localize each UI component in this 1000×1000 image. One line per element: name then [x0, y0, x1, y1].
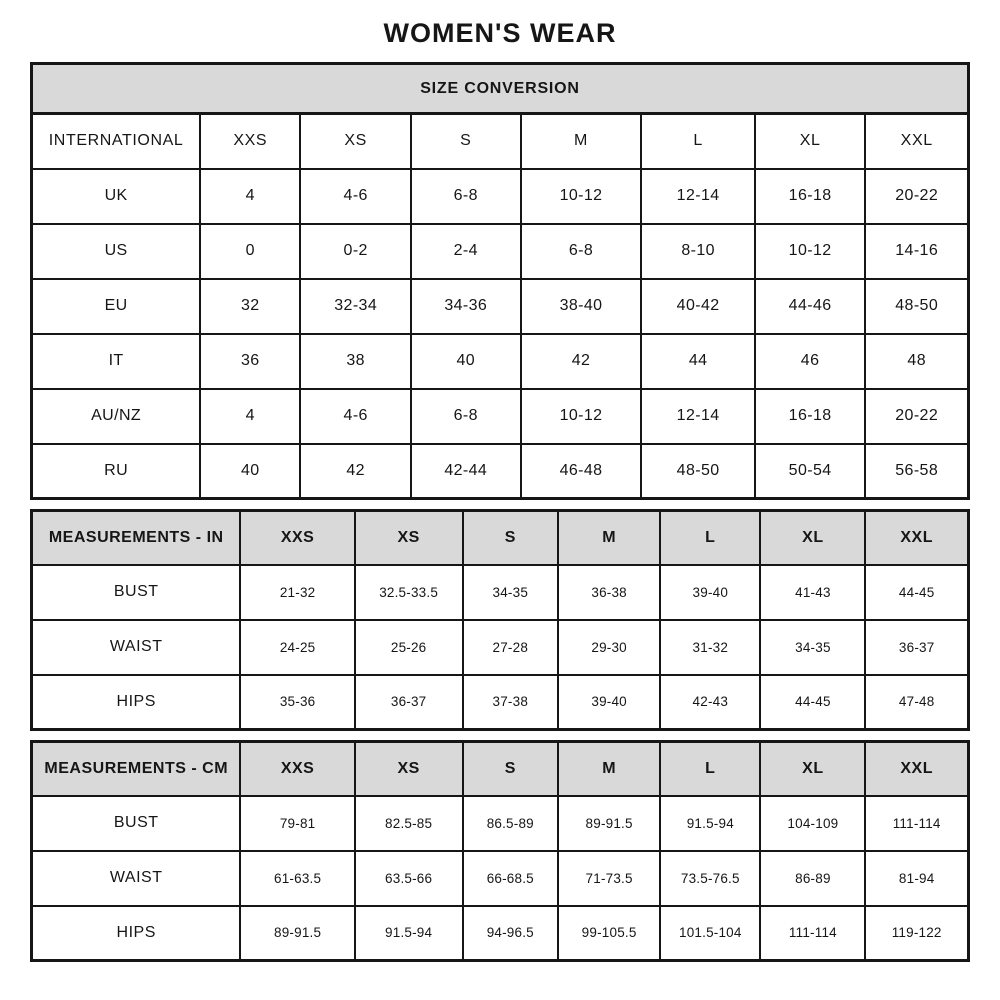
measurements-in-value-bust-s: 34-35	[463, 565, 559, 620]
measurements-cm-value-bust-xs: 82.5-85	[355, 796, 463, 851]
measurements-cm-column-s: S	[463, 742, 559, 796]
measurements-cm-column-xxs: XXS	[240, 742, 354, 796]
measurements-cm-row-bust	[32, 796, 969, 851]
measurements-cm-value-hips-l: 101.5-104	[660, 906, 760, 961]
region-label-us: US	[32, 224, 201, 279]
size-value-it-xxl: 48	[865, 334, 968, 389]
measurements-in-row-bust	[32, 565, 969, 620]
column-header-s: S	[411, 114, 521, 169]
measurements-in-column-m: M	[558, 511, 660, 565]
size-conversion-columns-row	[32, 114, 969, 169]
size-value-uk-l: 12-14	[641, 169, 754, 224]
measurements-cm-value-waist-l: 73.5-76.5	[660, 851, 760, 906]
measurements-in-body	[32, 565, 969, 730]
size-row-ru	[32, 444, 969, 499]
size-row-us	[32, 224, 969, 279]
size-value-it-s: 40	[411, 334, 521, 389]
size-value-uk-m: 10-12	[521, 169, 642, 224]
size-conversion-title: SIZE CONVERSION	[32, 64, 969, 114]
page-title: WOMEN'S WEAR	[383, 18, 617, 48]
measurements-cm-value-hips-xl: 111-114	[760, 906, 865, 961]
measurements-in-value-hips-xxl: 47-48	[865, 675, 968, 730]
measurements-cm-column-xl: XL	[760, 742, 865, 796]
measurements-cm-value-hips-s: 94-96.5	[463, 906, 559, 961]
size-value-uk-xxl: 20-22	[865, 169, 968, 224]
region-label-ru: RU	[32, 444, 201, 499]
measurements-cm-column-m: M	[558, 742, 660, 796]
size-value-us-xs: 0-2	[300, 224, 411, 279]
measurements-cm-row-waist	[32, 851, 969, 906]
measurements-cm-body	[32, 796, 969, 961]
measurements-in-table	[30, 509, 970, 731]
measurements-in-value-bust-xl: 41-43	[760, 565, 865, 620]
size-value-eu-l: 40-42	[641, 279, 754, 334]
measurements-in-value-bust-xxl: 44-45	[865, 565, 968, 620]
measurements-in-value-waist-xxl: 36-37	[865, 620, 968, 675]
measurements-in-label-waist: WAIST	[32, 620, 241, 675]
measurements-cm-value-hips-m: 99-105.5	[558, 906, 660, 961]
region-label-uk: UK	[32, 169, 201, 224]
measurements-in-column-xs: XS	[355, 511, 463, 565]
measurements-cm-row-hips	[32, 906, 969, 961]
column-header-m: M	[521, 114, 642, 169]
measurements-in-value-waist-xxs: 24-25	[240, 620, 354, 675]
measurements-in-value-bust-l: 39-40	[660, 565, 760, 620]
measurements-in-value-hips-m: 39-40	[558, 675, 660, 730]
column-header-international: INTERNATIONAL	[32, 114, 201, 169]
size-value-uk-xxs: 4	[200, 169, 300, 224]
column-header-l: L	[641, 114, 754, 169]
measurements-cm-title: MEASUREMENTS - CM	[32, 742, 241, 796]
size-value-us-xxl: 14-16	[865, 224, 968, 279]
measurements-cm-value-bust-m: 89-91.5	[558, 796, 660, 851]
measurements-in-column-s: S	[463, 511, 559, 565]
measurements-cm-value-bust-l: 91.5-94	[660, 796, 760, 851]
measurements-cm-value-waist-m: 71-73.5	[558, 851, 660, 906]
measurements-cm-value-bust-s: 86.5-89	[463, 796, 559, 851]
measurements-cm-value-bust-xl: 104-109	[760, 796, 865, 851]
size-value-ru-m: 46-48	[521, 444, 642, 499]
measurements-in-row-waist	[32, 620, 969, 675]
size-value-au-nz-l: 12-14	[641, 389, 754, 444]
measurements-cm-value-waist-xs: 63.5-66	[355, 851, 463, 906]
measurements-in-value-waist-s: 27-28	[463, 620, 559, 675]
measurements-cm-value-waist-xxl: 81-94	[865, 851, 968, 906]
size-value-it-xs: 38	[300, 334, 411, 389]
measurements-cm-label-bust: BUST	[32, 796, 241, 851]
measurements-cm-value-waist-s: 66-68.5	[463, 851, 559, 906]
size-row-it	[32, 334, 969, 389]
size-value-us-m: 6-8	[521, 224, 642, 279]
measurements-in-value-waist-xl: 34-35	[760, 620, 865, 675]
measurements-in-column-xl: XL	[760, 511, 865, 565]
size-value-ru-xxs: 40	[200, 444, 300, 499]
size-value-us-xl: 10-12	[755, 224, 866, 279]
measurements-in-row-hips	[32, 675, 969, 730]
size-value-eu-xl: 44-46	[755, 279, 866, 334]
size-value-au-nz-xs: 4-6	[300, 389, 411, 444]
size-row-eu	[32, 279, 969, 334]
measurements-in-column-xxl: XXL	[865, 511, 968, 565]
size-value-uk-s: 6-8	[411, 169, 521, 224]
size-value-au-nz-s: 6-8	[411, 389, 521, 444]
size-value-eu-xxl: 48-50	[865, 279, 968, 334]
size-value-au-nz-xxs: 4	[200, 389, 300, 444]
column-header-xxs: XXS	[200, 114, 300, 169]
measurements-in-value-bust-xs: 32.5-33.5	[355, 565, 463, 620]
measurements-in-value-hips-s: 37-38	[463, 675, 559, 730]
measurements-cm-value-hips-xxl: 119-122	[865, 906, 968, 961]
measurements-cm-value-hips-xxs: 89-91.5	[240, 906, 354, 961]
size-conversion-table	[30, 62, 970, 500]
measurements-in-value-hips-xl: 44-45	[760, 675, 865, 730]
size-conversion-body	[32, 169, 969, 499]
size-value-ru-l: 48-50	[641, 444, 754, 499]
measurements-cm-column-l: L	[660, 742, 760, 796]
column-header-xxl: XXL	[865, 114, 968, 169]
measurements-cm-label-hips: HIPS	[32, 906, 241, 961]
size-value-eu-m: 38-40	[521, 279, 642, 334]
measurements-cm-header-row	[32, 742, 969, 796]
size-value-ru-xxl: 56-58	[865, 444, 968, 499]
measurements-cm-column-xs: XS	[355, 742, 463, 796]
measurements-cm-value-bust-xxs: 79-81	[240, 796, 354, 851]
column-header-xs: XS	[300, 114, 411, 169]
measurements-cm-value-hips-xs: 91.5-94	[355, 906, 463, 961]
size-value-us-xxs: 0	[200, 224, 300, 279]
size-row-au-nz	[32, 389, 969, 444]
size-value-au-nz-xl: 16-18	[755, 389, 866, 444]
size-value-it-m: 42	[521, 334, 642, 389]
measurements-in-value-hips-l: 42-43	[660, 675, 760, 730]
size-value-eu-xs: 32-34	[300, 279, 411, 334]
size-value-ru-s: 42-44	[411, 444, 521, 499]
measurements-in-value-waist-xs: 25-26	[355, 620, 463, 675]
column-header-xl: XL	[755, 114, 866, 169]
size-value-uk-xs: 4-6	[300, 169, 411, 224]
measurements-in-label-hips: HIPS	[32, 675, 241, 730]
region-label-it: IT	[32, 334, 201, 389]
size-value-uk-xl: 16-18	[755, 169, 866, 224]
size-value-eu-s: 34-36	[411, 279, 521, 334]
region-label-eu: EU	[32, 279, 201, 334]
size-value-ru-xs: 42	[300, 444, 411, 499]
measurements-in-value-waist-l: 31-32	[660, 620, 760, 675]
measurements-cm-value-waist-xxs: 61-63.5	[240, 851, 354, 906]
region-label-au-nz: AU/NZ	[32, 389, 201, 444]
size-value-it-xl: 46	[755, 334, 866, 389]
measurements-in-title: MEASUREMENTS - IN	[32, 511, 241, 565]
measurements-in-value-waist-m: 29-30	[558, 620, 660, 675]
size-conversion-banner-row	[32, 64, 969, 114]
measurements-cm-value-waist-xl: 86-89	[760, 851, 865, 906]
size-value-us-l: 8-10	[641, 224, 754, 279]
measurements-cm-label-waist: WAIST	[32, 851, 241, 906]
size-value-it-xxs: 36	[200, 334, 300, 389]
measurements-in-value-bust-xxs: 21-32	[240, 565, 354, 620]
measurements-in-column-xxs: XXS	[240, 511, 354, 565]
size-value-ru-xl: 50-54	[755, 444, 866, 499]
measurements-in-value-bust-m: 36-38	[558, 565, 660, 620]
measurements-in-value-hips-xxs: 35-36	[240, 675, 354, 730]
measurements-in-column-l: L	[660, 511, 760, 565]
measurements-cm-value-bust-xxl: 111-114	[865, 796, 968, 851]
measurements-cm-column-xxl: XXL	[865, 742, 968, 796]
size-value-eu-xxs: 32	[200, 279, 300, 334]
size-row-uk	[32, 169, 969, 224]
size-value-us-s: 2-4	[411, 224, 521, 279]
measurements-in-label-bust: BUST	[32, 565, 241, 620]
measurements-in-header-row	[32, 511, 969, 565]
size-value-it-l: 44	[641, 334, 754, 389]
size-value-au-nz-xxl: 20-22	[865, 389, 968, 444]
measurements-cm-table	[30, 740, 970, 962]
measurements-in-value-hips-xs: 36-37	[355, 675, 463, 730]
size-value-au-nz-m: 10-12	[521, 389, 642, 444]
